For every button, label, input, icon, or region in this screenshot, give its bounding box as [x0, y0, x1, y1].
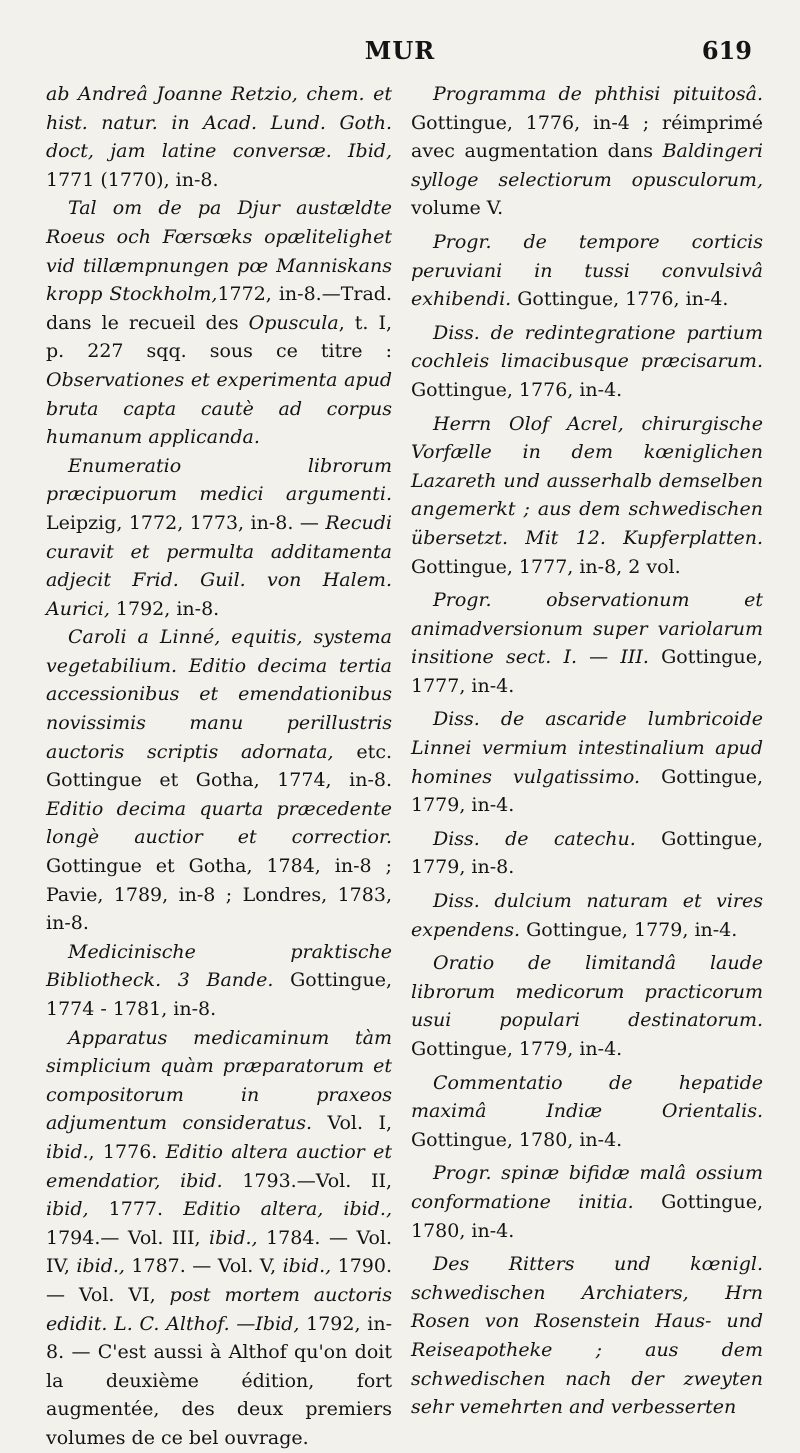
- entry-text: ibid,: [46, 1198, 89, 1221]
- entry-text: Oratio de limitandâ laude librorum medicorum practicorum usui populari destinatorum.: [411, 952, 763, 1032]
- bibliography-entry: [411, 825, 763, 882]
- entry-text: Herrn Olof Acrel, chirurgische Vorfælle in dem kœniglichen Lazareth und ausserhalb demselben angemerkt ; aus dem schwedischen übersetzt. Mit 12. Kupferplatten.: [411, 412, 763, 549]
- entry-text: Diss. de ascaride lumbricoide Linnei vermium intestinalium apud homines vulgatissimo.: [411, 708, 763, 788]
- entry-text: Gottingue et Gotha, 1784, in-8 ; Pavie, 1789, in-8 ; Londres, 1783, in-8.: [46, 855, 392, 935]
- entry-text: Vol. I,: [312, 1112, 392, 1135]
- entry-text: Gottingue, 1779, in-4.: [411, 765, 763, 817]
- entry-text: , 1776.: [88, 1140, 166, 1163]
- entry-text: 1772, in-8.—Trad. dans le recueil des: [46, 283, 392, 334]
- entry-text: Gottingue, 1774 - 1781, in-8.: [46, 969, 392, 1020]
- page-number: 619: [701, 36, 752, 65]
- bibliography-entry: [46, 1024, 392, 1453]
- bibliography-entry: [411, 1250, 763, 1422]
- entry-text: Des Ritters und kœnigl. schwedischen Archiaters, Hrn Rosen von Rosenstein Haus- und Reiseapotheke ; aus dem schwedischen nach der zweyten sehr vemehrten and verbesserten: [411, 1253, 763, 1419]
- entry-text: ab Andreâ Joanne Retzio, chem. et hist. natur. in Acad. Lund. Goth. doct, jam latine conversæ. Ibid,: [46, 83, 392, 163]
- entry-text: Baldingeri sylloge selectiorum opusculorum,: [411, 140, 763, 191]
- bibliography-entry: [411, 1159, 763, 1245]
- entry-text: Gottingue, 1779, in-4.: [520, 918, 738, 941]
- entry-text: etc. Gottingue et Gotha, 1774, in-8.: [46, 740, 392, 792]
- entry-text: 1790. — Vol. VI,: [46, 1255, 393, 1306]
- entry-text: Gottingue, 1776, in-4.: [511, 288, 729, 311]
- entry-text: 1771 (1770), in-8.: [46, 168, 219, 191]
- bibliography-entry: [411, 410, 763, 582]
- entry-text: Gottingue, 1780, in-4.: [411, 1190, 763, 1242]
- bibliography-entry: [46, 938, 392, 1024]
- bibliography-entry: [46, 80, 392, 194]
- entry-text: 1787. — Vol. V,: [124, 1255, 283, 1278]
- bibliography-entry: [46, 194, 392, 451]
- entry-text: Editio altera auctior et emendatior, ibid.: [46, 1140, 392, 1192]
- entry-text: Diss. dulcium naturam et vires expendens.: [411, 890, 763, 941]
- entry-text: Gottingue, 1776, in-4.: [411, 378, 623, 401]
- left-column: [46, 80, 392, 1453]
- entry-text: Commentatio de hepatide maximâ Indiæ Orientalis.: [411, 1071, 763, 1123]
- entry-text: Editio decima quarta præcedente longè auctior et correctior.: [46, 797, 392, 849]
- entry-text: ibid.,: [76, 1255, 125, 1278]
- entry-text: Editio altera, ibid.,: [183, 1198, 392, 1221]
- entry-text: ibid.,: [282, 1255, 332, 1278]
- entry-text: 1792, in-8.: [109, 597, 220, 620]
- bibliography-entry: [46, 452, 392, 624]
- entry-text: Leipzig, 1772, 1773, in-8. —: [46, 511, 326, 534]
- entry-text: Gottingue, 1779, in-4.: [411, 1038, 623, 1060]
- bibliography-entry: [411, 887, 763, 944]
- entry-text: Tal om de pa Djur austældte Roeus och Fœrsœks opælitelighet vid tillæmpnungen pœ Manniskans kropp Stockholm,: [46, 197, 392, 306]
- entry-text: Gottingue, 1777, in-4.: [411, 646, 763, 697]
- entry-text: Medicinische praktische Bibliotheck. 3 Bande.: [46, 940, 392, 992]
- entry-text: Progr. de tempore corticis peruviani in tussi convulsivâ exhibendi.: [411, 230, 763, 311]
- entry-text: Programma de phthisi pituitosâ.: [433, 83, 763, 105]
- bibliography-entry: [411, 1069, 763, 1155]
- entry-text: Progr. spinæ bifidæ malâ ossium conformatione initia.: [411, 1162, 763, 1213]
- bibliography-entry: [411, 80, 763, 223]
- bibliography-entry: [411, 319, 763, 405]
- page-header: [40, 36, 760, 76]
- entry-text: 1784. — Vol. IV,: [46, 1226, 392, 1278]
- entry-text: Gottingue, 1776, in-4 ; réimprimé avec augmentation dans: [411, 111, 763, 163]
- entry-text: Diss. de redintegratione partium cochleis limacibusque præcisarum.: [411, 321, 763, 373]
- bibliography-entry: [411, 949, 763, 1063]
- entry-text: 1777.: [88, 1198, 184, 1221]
- entry-text: Observationes et experimenta apud bruta capta cautè ad corpus humanum applicanda.: [46, 368, 392, 449]
- entry-text: post mortem auctoris edidit. L. C. Althof. —Ibid,: [46, 1283, 392, 1335]
- right-column: [411, 80, 763, 1427]
- bibliography-entry: [46, 623, 392, 938]
- entry-text: 1794.— Vol. III,: [46, 1226, 209, 1249]
- entry-text: Apparatus medicaminum tàm simplicium quàm præparatorum et compositorum in praxeos adjumentum consideratus.: [46, 1026, 392, 1135]
- entry-text: volume V.: [411, 197, 504, 220]
- entry-text: 1792, in-8. — C'est aussi à Althof qu'on doit la deuxième édition, fort augmentée, des deux premiers volumes de ce bel ouvrage.: [46, 1312, 392, 1449]
- entry-text: Gottingue, 1779, in-8.: [411, 827, 763, 879]
- bibliography-entry: [411, 705, 763, 819]
- entry-text: Progr. observationum et animadversionum super variolarum insitione sect. I. — III.: [411, 589, 763, 669]
- entry-text: Enumeratio librorum præcipuorum medici argumenti.: [46, 454, 392, 506]
- entry-text: Recudi curavit et permulta additamenta adjecit Frid. Guil. von Halem. Aurici,: [46, 511, 392, 620]
- entry-text: ibid.,: [209, 1226, 258, 1249]
- entry-text: Gottingue, 1780, in-4.: [411, 1128, 623, 1151]
- entry-text: ibid.: [46, 1140, 89, 1163]
- bibliography-entry: [411, 586, 763, 700]
- entry-text: Opuscula: [248, 311, 339, 334]
- entry-text: 1793.—Vol. II,: [222, 1169, 392, 1192]
- entry-text: , t. I, p. 227 sqq. sous ce titre :: [46, 311, 392, 363]
- entry-text: Diss. de catechu.: [433, 827, 636, 850]
- running-head: MUR: [364, 36, 436, 65]
- bibliography-entry: [411, 228, 763, 314]
- entry-text: Gottingue, 1777, in-8, 2 vol.: [411, 555, 681, 578]
- entry-text: Caroli a Linné, equitis, systema vegetabilium. Editio decima tertia accessionibus et emendationibus novissimis manu perillustris auctoris scriptis adornata,: [46, 626, 392, 763]
